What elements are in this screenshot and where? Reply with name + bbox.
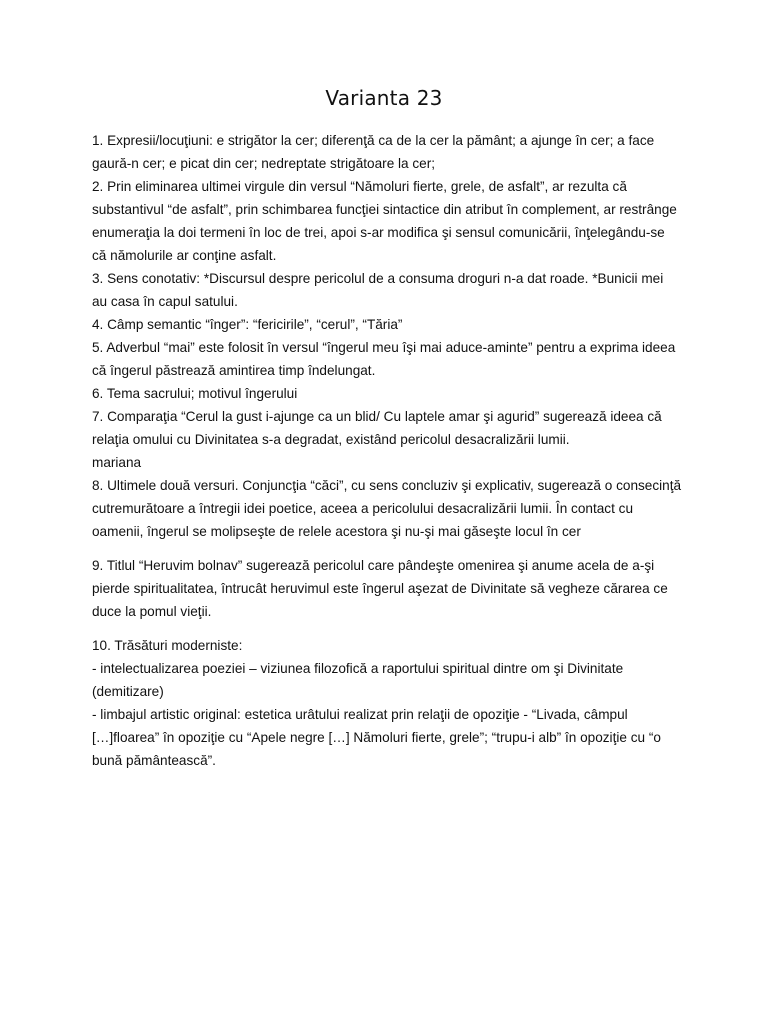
page-title: Varianta 23 (325, 86, 443, 110)
stray-name-line: mariana (92, 455, 142, 470)
answer-1: 1. Expresii/locuţiuni: e strigător la cer; diferenţă ca de la cer la pământ; a ajunge în cer; a face gaură-n cer; e picat din cer; nedreptate strigătoare la cer; (92, 133, 655, 171)
answer-2: 2. Prin eliminarea ultimei virgule din versul “Nămoluri fierte, grele, de asfalt”, ar rezulta că substantivul “de asfalt”, prin schimbarea funcţiei sintactice din atribut în complement, ar restrânge enumeraţia la doi termeni în loc de trei, apoi s-ar modifica şi sensul comunicării, înţelegându-se că nămolurile ar conţine asfalt. (92, 179, 677, 263)
answer-6: 6. Tema sacrului; motivul îngerului (92, 386, 298, 401)
answer-10-item-1: - intelectualizarea poeziei – viziunea filozofică a raportului spiritual dintre om şi Divinitate (demitizare) (92, 661, 624, 699)
answer-8: 8. Ultimele două versuri. Conjuncţia “căci”, cu sens concluziv şi explicativ, sugerează o consecinţă cutremurătoare a întregii idei poetice, aceea a pericolului desacralizării lumii. În contact cu oamenii, îngerul se molipseşte de relele acestora şi nu-şi mai găseşte locul în cer (92, 478, 682, 539)
answer-4: 4. Câmp semantic “înger”: “fericirile”, “cerul”, “Tăria” (92, 317, 403, 332)
answer-10-item-2: - limbajul artistic original: estetica urâtului realizat prin relaţii de opoziţie - “Livada, câmpul […]floarea” în opoziţie cu “Apele negre […] Nămoluri fierte, grele”; “trupu-i alb” în opoziţie cu “o bună pământească”. (92, 707, 661, 768)
answer-9: 9. Titlul “Heruvim bolnav” sugerează pericolul care pândeşte omenirea şi anume acela de a-şi pierde spiritualitatea, întrucât heruvimul este îngerul aşezat de Divinitate să vegheze cărarea ce duce la pomul vieţii. (92, 558, 668, 619)
document-body (92, 129, 682, 772)
answer-5: 5. Adverbul “mai” este folosit în versul “îngerul meu îşi mai aduce-aminte” pentru a exprima ideea că îngerul păstrează amintirea timp îndelungat. (92, 340, 676, 378)
answer-10-heading: 10. Trăsături moderniste: (92, 638, 243, 653)
answer-3: 3. Sens conotativ: *Discursul despre pericolul de a consuma droguri n-a dat roade. *Bunicii mei au casa în capul satului. (92, 271, 664, 309)
answer-7: 7. Comparaţia “Cerul la gust i-ajunge ca un blid/ Cu laptele amar şi agurid” sugerează ideea că relaţia omului cu Divinitatea s-a degradat, existând pericolul desacralizării lumii. (92, 409, 662, 447)
